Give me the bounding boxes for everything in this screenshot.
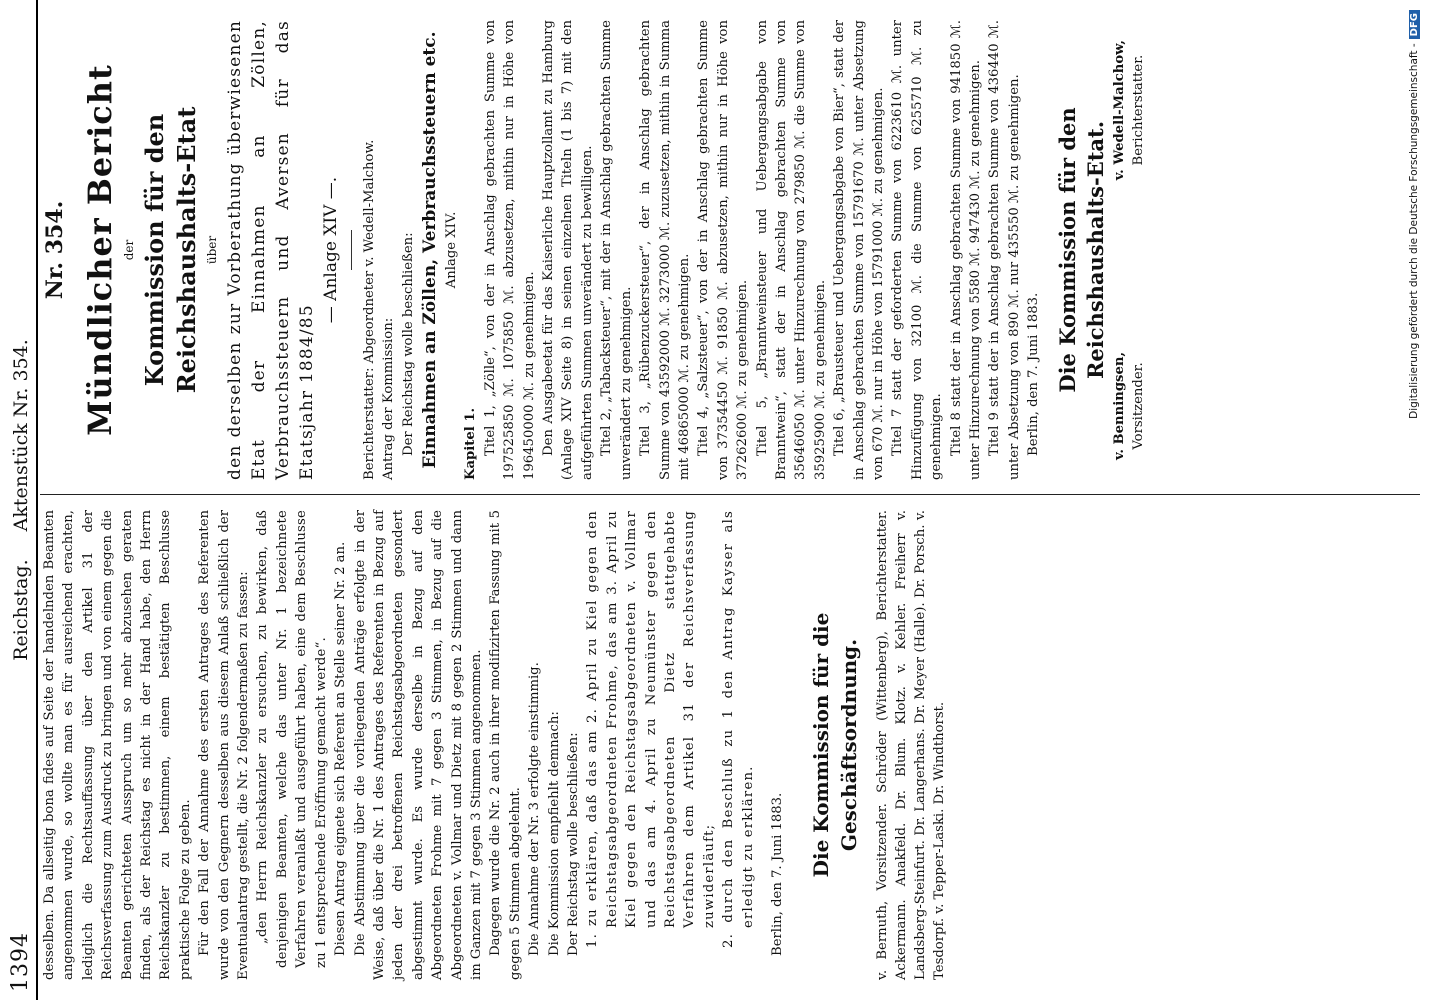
title-1: Titel 1, „Zölle“, von der in Anschlag gebrachten Summe von 197525850 ℳ. 1075850 ℳ. abzusetzen, mithin nur in Höhe von 196450000 ℳ. zu genehmigen. [482,20,537,480]
chapter-heading: Kapitel 1. [463,407,479,480]
right-column [40,20,1148,480]
paragraph: Die Abstimmung über die vorliegenden Anträge erfolgte in der Weise, daß über die Nr. 1 des Antrages des Referenten in Bezug auf jeden der drei betroffenen Reichstagsabgeordneten gesondert abgestimmt wurde. Es wurde derselbe in Bezug auf den Abgeordneten Frohme mit 7 gegen 3 Stimmen, in Bezug auf die Abgeordneten v. Vollmar und Dietz mit 8 gegen 2 Stimmen und dann im Ganzen mit 7 gegen 3 Stimmen angenommen. [352,510,484,980]
title-6: Titel 6, „Brausteuer und Uebergangsabgabe von Bier“, statt der in Anschlag gebrachten Summe von 15791670 ℳ. unter Absetzung von 670 ℳ. nur in Höhe von 15791000 ℳ. zu genehmigen. [832,20,886,480]
motion-intro: Der Reichstag wolle beschließen: [400,232,416,456]
dfg-logo-badge: DFG [1409,10,1420,39]
left-column [40,510,949,980]
chair-name: v. Benningsen, [1111,351,1127,460]
column-divider [40,494,1420,495]
quoted-amendment: „den Herrn Reichskanzler zu ersuchen, zu bewirken, daß denjenigen Beamten, welche das unter Nr. 1 bezeichnete Verfahren veranlaßt und ausgeführt haben, eine dem Beschlusse zu 1 entsprechende Eröffnung gemacht werde“. [255,510,329,968]
title-connector-der: der [122,239,136,261]
header-rule [36,0,38,1000]
title-9: Titel 9 statt der in Anschlag gebrachten Summe von 436440 ℳ. unter Absetzung von 890 ℳ. nur 435550 ℳ. zu genehmigen. [987,20,1022,480]
footer-text: Digitalisierung gefördert durch die Deutsche Forschungsgemeinschaft - [1408,43,1420,419]
commission-name: Kommission für den Reichshaushalts-Etat [140,106,202,394]
chair-role: Vorsitzender. [1131,362,1147,450]
publication-name: Reichstag. [10,559,32,661]
paragraph: Die Kommission empfiehlt demnach: [546,711,562,956]
report-subject: den derselben zur Vorberathung überwiesenen Etat der Einnahmen an Zöllen, Verbrauchssteuern und Aversen für das Etatsjahr 1884/85 [224,20,317,480]
title-7: Titel 7 statt der geforderten Summe von 6223610 ℳ. unter Hinzufügung von 32100 ℳ. die Summe von 6255710 ℳ. zu genehmigen. [890,20,945,480]
section-heading: Einnahmen an Zöllen, Verbrauchssteuern etc. [420,31,441,469]
running-head [10,8,32,992]
signature-chair [1110,352,1149,460]
digitization-footer [1408,0,1430,1000]
motion-heading: Antrag der Kommission: [381,317,397,480]
paragraph: Für den Fall der Annahme des ersten Antrages des Referenten wurde von den Gegnern desselben aus diesem Anlaß schließlich der Eventualantrag gestellt, die Nr. 2 folgendermaßen zu fassen: [197,510,252,980]
annex-reference: — Anlage XIV —. [320,176,341,324]
title-3: Titel 3, „Rübenzuckersteuer“, der in Anschlag gebrachten Summe von 43592000 ℳ. 3273000 ℳ. zuzusetzen, mithin in Summa mit 46865000 ℳ. zu genehmigen. [638,20,692,480]
paragraph: desselben. Da allseitig bona fides auf Seite der handelnden Beamten angenommen wurde, so wollte man es für ausreichend erachten, lediglich die Rechtsauffassung über den Artikel 31 der Reichsverfassung zum Ausdruck zu bringen und von einem gegen die Beamten gerichteten Ausspruch um so mehr abzusehen geraten finden, als der Reichstag es nicht in der Hand habe, den Herrn Reichskanzler zu bestimmen, einem bestätigten Beschlusse praktische Folge zu geben. [42,510,193,980]
date-line: Berlin, den 7. Juni 1883. [770,792,786,956]
document-reference: Aktenstück Nr. 354. [10,339,32,532]
paragraph: Diesen Antrag eignete sich Referent an Stelle seiner Nr. 2 an. [333,541,349,956]
title-4: Titel 4, „Salzsteuer“, von der in Anschlag gebrachten Summe von 37354450 ℳ. 91850 ℳ. abzusetzen, mithin nur in Höhe von 37262600 ℳ. zu genehmigen. [696,20,751,480]
title-8: Titel 8 statt der in Anschlag gebrachten Summe von 941850 ℳ. unter Hinzurechnung von 5580 ℳ. 947430 ℳ. zu genehmigen. [948,20,983,480]
title-5: Titel 5, „Branntweinsteuer und Uebergangsabgabe von Branntwein“, statt der in Anschlag gebrachten Summe von 35646050 ℳ. unter Hinzurechnung von 279850 ℳ. die Summe von 35925900 ℳ. zu genehmigen. [754,20,828,480]
title-connector-ueber: über [205,235,220,265]
resolution-item-1: 1. zu erklären, daß das am 2. April zu Kiel gegen den Reichstagsabgeordneten Frohme, das am 3. April zu Kiel gegen den Reichstagsabgeordneten v. Vollmar und das am 4. April zu Neumünster gegen den Reichstagsabgeordneten Dietz stattgehabte Verfahren dem Artikel 31 der Reichsverfassung zuwiderläuft; [585,510,717,948]
page-header [6,8,36,992]
title-2: Titel 2, „Tabacksteuer“, mit der in Anschlag gebrachten Summe unverändert zu genehmigen. [599,20,634,480]
rapporteur-role: Berichterstatter. [1131,54,1147,166]
report-title: Mündlicher Bericht [81,64,119,436]
committee-members: v. Bernuth, Vorsitzender. Schröder (Wittenberg), Berichterstatter. Ackermann. Anakfeld. Dr. Blum. Klotz. v. Kehler. Freiherr v. Landsberg-Steinfurt. Dr. Langerhans. Dr. Meyer (Halle). Dr. Porsch. v. Tesdorpf. v. Tepper-Laski. Dr. Windthorst. [875,510,948,980]
paragraph: Die Annahme der Nr. 3 erfolgte einstimmig. [527,662,543,956]
separator-rule [351,230,352,270]
date-line: Berlin, den 7. Juni 1883. [1026,292,1042,456]
signature-block [1110,20,1149,480]
document-number: Nr. 354. [42,200,68,300]
annex-label: Anlage XIV. [444,211,460,289]
signature-rapporteur [1110,40,1149,180]
rapporteur-line: Berichterstatter: Abgeordneter v. Wedell-Malchow. [361,139,377,480]
paragraph: Der Reichstag wolle beschließen: [565,732,581,956]
rapporteur-name: v. Wedell-Malchow, [1111,40,1127,181]
committee-heading: Die Kommission für die Geschäftsordnung. [809,612,862,878]
resolution-item-2: 2. durch den Beschluß zu 1 den Antrag Kayser als erledigt zu erklären. [721,510,756,948]
page-number: 1394 [8,932,33,992]
committee-heading: Die Kommission für den Reichshaushalts-Etat. [1054,107,1108,393]
title-1-expenditure: Den Ausgabeetat für das Kaiserliche Hauptzollamt zu Hamburg (Anlage XIV Seite 8) in seinen einzelnen Titeln (1 bis 7) mit den aufgeführten Summen unverändert zu bewilligen. [541,20,595,480]
paragraph: Dagegen wurde die Nr. 2 auch in ihrer modifizirten Fassung mit 5 gegen 5 Stimmen abgelehnt. [488,510,523,980]
